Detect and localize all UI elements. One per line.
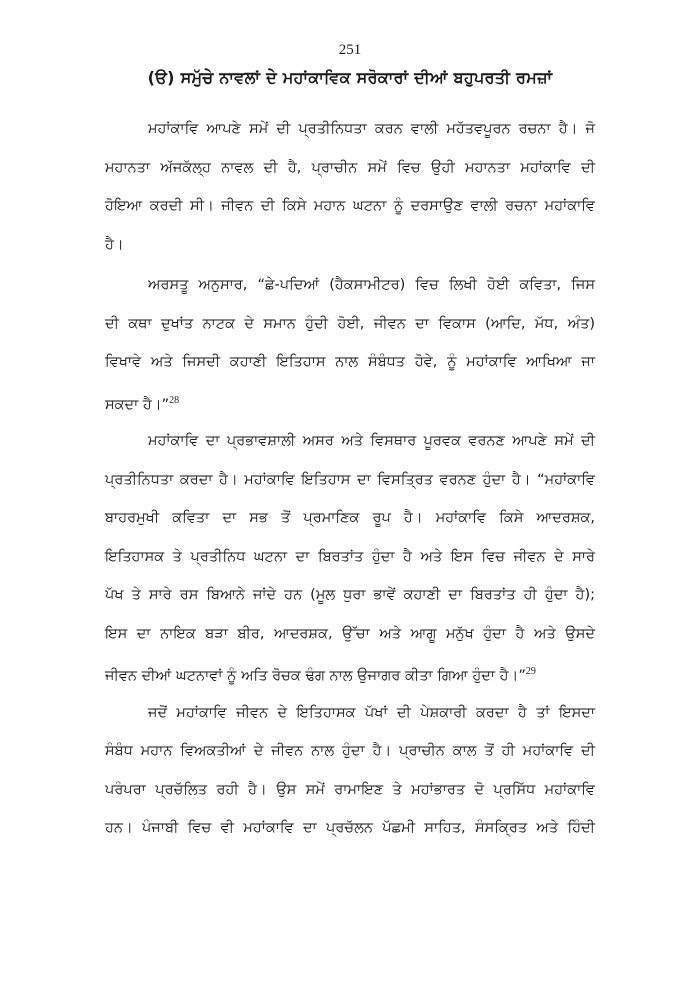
text-line: ਜਦੋਂ ਮਹਾਂਕਾਵਿ ਜੀਵਨ ਦੇ ਇਤਿਹਾਸਕ ਪੱਖਾਂ ਦੀ ਪੇਸ਼ਕਾਰੀ ਕਰਦਾ ਹੈ ਤਾਂ ਇਸਦਾ bbox=[148, 704, 595, 721]
text-line: ਹਨ। ਪੰਜਾਬੀ ਵਿਚ ਵੀ ਮਹਾਂਕਾਵਿ ਦਾ ਪ੍ਰਚੱਲਨ ਪੱਛਮੀ ਸਾਹਿਤ, ਸੰਸਕ੍ਰਿਤ ਅਤੇ ਹਿੰਦੀ bbox=[105, 820, 595, 836]
footnote-marker: 28 bbox=[169, 394, 180, 406]
text-line: ਦੀ ਕਥਾ ਦੁਖਾਂਤ ਨਾਟਕ ਦੇ ਸਮਾਨ ਹੁੰਦੀ ਹੋਈ, ਜੀਵਨ ਦਾ ਵਿਕਾਸ (ਆਦਿ, ਮੱਧ, ਅੰਤ) bbox=[105, 315, 595, 332]
text-line: ਹੋਇਆ ਕਰਦੀ ਸੀ। ਜੀਵਨ ਦੀ ਕਿਸੇ ਮਹਾਨ ਘਟਨਾ ਨੂੰ ਦਰਸਾਉਣ ਵਾਲੀ ਰਚਨਾ ਮਹਾਂਕਾਵਿ bbox=[105, 198, 595, 214]
text-line: ਇਤਿਹਾਸਕ ਤੇ ਪ੍ਰਤੀਨਿਧ ਘਟਨਾ ਦਾ ਬਿਰਤਾਂਤ ਹੁੰਦਾ ਹੈ ਅਤੇ ਇਸ ਵਿਚ ਜੀਵਨ ਦੇ ਸਾਰੇ bbox=[105, 548, 595, 565]
text-line: ਪ੍ਰਤੀਨਿਧਤਾ ਕਰਦਾ ਹੈ। ਮਹਾਂਕਾਵਿ ਇਤਿਹਾਸ ਦਾ ਵਿਸਤ੍ਰਿਤ ਵਰਨਣ ਹੁੰਦਾ ਹੈ। “ਮਹਾਂਕਾਵਿ bbox=[105, 471, 595, 488]
text-line-with-footnote bbox=[105, 390, 595, 429]
page-number: 251 bbox=[338, 42, 362, 58]
text-line: ਸਕਦਾ ਹੈ।” bbox=[105, 396, 170, 413]
text-line: ਜੀਵਨ ਦੀਆਂ ਘਟਨਾਵਾਂ ਨੂੰ ਅਤਿ ਰੋਚਕ ਢੰਗ ਨਾਲ ਉਜਾਗਰ ਕੀਤਾ ਗਿਆ ਹੁੰਦਾ ਹੈ।” bbox=[105, 668, 526, 684]
text-line: ਸੰਬੰਧ ਮਹਾਨ ਵਿਅਕਤੀਆਂ ਦੇ ਜੀਵਨ ਨਾਲ ਹੁੰਦਾ ਹੈ। ਪ੍ਰਾਚੀਨ ਕਾਲ ਤੋਂ ਹੀ ਮਹਾਂਕਾਵਿ ਦੀ bbox=[105, 743, 595, 759]
section-heading: (ੳ) ਸਮੁੱਚੇ ਨਾਵਲਾਂ ਦੇ ਮਹਾਂਕਾਵਿਕ ਸਰੋਕਾਰਾਂ ਦੀਆਂ ਬਹੁਪਰਤੀ ਰਮਜ਼ਾਂ bbox=[147, 68, 553, 87]
text-line: ਹੈ। bbox=[105, 236, 124, 253]
text-line: ਅਰਸਤੂ ਅਨੁਸਾਰ, “ਛੇ-ਪਦਿਆਂ (ਹੈਕਸਾਮੀਟਰ) ਵਿਚ ਲਿਖੀ ਹੋਈ ਕਵਿਤਾ, ਜਿਸ bbox=[148, 277, 595, 293]
paragraph-4 bbox=[105, 702, 595, 856]
paragraph-2 bbox=[105, 274, 595, 428]
text-line: ਮਹਾਨਤਾ ਅੱਜਕੱਲ੍ਹ ਨਾਵਲ ਦੀ ਹੈ, ਪ੍ਰਾਚੀਨ ਸਮੇਂ ਵਿਚ ਉਹੀ ਮਹਾਨਤਾ ਮਹਾਂਕਾਵਿ ਦੀ bbox=[105, 159, 595, 176]
text-line: ਬਾਹਰਮੁਖੀ ਕਵਿਤਾ ਦਾ ਸਭ ਤੋਂ ਪ੍ਰਮਾਣਿਕ ਰੂਪ ਹੈ। ਮਹਾਂਕਾਵਿ ਕਿਸੇ ਆਦਰਸ਼ਕ, bbox=[105, 510, 595, 526]
paragraph-1 bbox=[105, 118, 595, 272]
footnote-marker: 29 bbox=[525, 666, 536, 677]
body-text bbox=[105, 118, 595, 856]
text-line-with-footnote bbox=[105, 661, 595, 700]
text-line: ਵਿਖਾਵੇ ਅਤੇ ਜਿਸਦੀ ਕਹਾਣੀ ਇਤਿਹਾਸ ਨਾਲ ਸੰਬੰਧਤ ਹੋਵੇ, ਨੂੰ ਮਹਾਂਕਾਵਿ ਆਖਿਆ ਜਾ bbox=[105, 354, 595, 370]
text-line: ਇਸ ਦਾ ਨਾਇਕ ਬੜਾ ਬੀਰ, ਆਦਰਸ਼ਕ, ਉੱਚਾ ਅਤੇ ਆਗੂ ਮਨੁੱਖ ਹੁੰਦਾ ਹੈ ਅਤੇ ਉਸਦੇ bbox=[105, 625, 595, 642]
text-line: ਮਹਾਂਕਾਵਿ ਆਪਣੇ ਸਮੇਂ ਦੀ ਪ੍ਰਤੀਨਿਧਤਾ ਕਰਨ ਵਾਲੀ ਮਹੱਤਵਪੂਰਨ ਰਚਨਾ ਹੈ। ਜੋ bbox=[148, 121, 595, 137]
text-line: ਪਰੰਪਰਾ ਪ੍ਰਚੱਲਿਤ ਰਹੀ ਹੈ। ਉਸ ਸਮੇਂ ਰਾਮਾਇਣ ਤੇ ਮਹਾਂਭਾਰਤ ਦੋ ਪ੍ਰਸਿੱਧ ਮਹਾਂਕਾਵਿ bbox=[105, 781, 595, 798]
paragraph-3 bbox=[105, 430, 595, 700]
text-line: ਪੱਖ ਤੇ ਸਾਰੇ ਰਸ ਬਿਆਨੇ ਜਾਂਦੇ ਹਨ (ਮੂਲ ਧੁਰਾ ਭਾਵੇਂ ਕਹਾਣੀ ਦਾ ਬਿਰਤਾਂਤ ਹੀ ਹੁੰਦਾ ਹੈ); bbox=[105, 587, 595, 603]
text-line: ਮਹਾਂਕਾਵਿ ਦਾ ਪ੍ਰਭਾਵਸ਼ਾਲੀ ਅਸਰ ਅਤੇ ਵਿਸਥਾਰ ਪੂਰਵਕ ਵਰਨਣ ਆਪਣੇ ਸਮੇਂ ਦੀ bbox=[148, 433, 595, 449]
